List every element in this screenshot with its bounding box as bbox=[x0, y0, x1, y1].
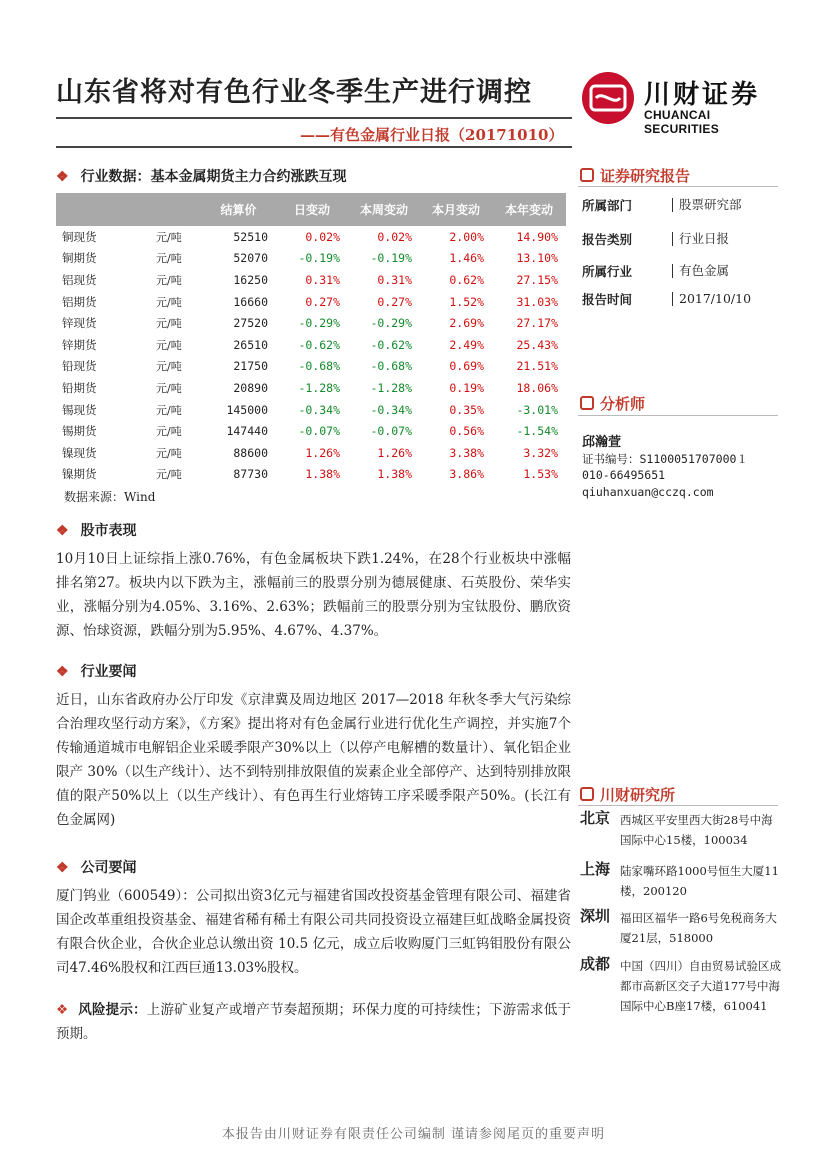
column-header bbox=[56, 193, 146, 226]
unit-cell: 元/吨 bbox=[156, 317, 182, 331]
table-row bbox=[56, 420, 566, 442]
month-change-cell: 0.62% bbox=[449, 272, 484, 287]
year-change-cell: 18.06% bbox=[516, 380, 558, 395]
unit-cell: 元/吨 bbox=[156, 425, 182, 439]
office-city: 成都 bbox=[580, 955, 611, 973]
month-change-cell: 3.86% bbox=[449, 467, 484, 482]
commodity-name: 铝期货 bbox=[62, 294, 97, 309]
year-change-cell: -3.01% bbox=[516, 402, 558, 417]
futures-price-table bbox=[56, 193, 566, 485]
day-change-cell: -1.28% bbox=[298, 380, 340, 395]
table-row bbox=[56, 248, 566, 270]
day-change-cell: -0.07% bbox=[298, 424, 340, 439]
title-rule bbox=[56, 117, 572, 119]
month-change-cell: 2.49% bbox=[449, 337, 484, 352]
price-cell: 52510 bbox=[233, 229, 268, 244]
stock-heading: ❖ 股市表现 bbox=[56, 523, 137, 539]
table-row bbox=[56, 334, 566, 356]
price-cell: 52070 bbox=[233, 251, 268, 266]
year-change-cell: 3.32% bbox=[523, 445, 558, 460]
column-header-year: 本年变动 bbox=[492, 193, 566, 226]
page-footer: 本报告由川财证券有限责任公司编制 谨请参阅尾页的重要声明 bbox=[221, 1127, 606, 1142]
price-cell: 145000 bbox=[226, 402, 268, 417]
meta-key: 所属部门 bbox=[582, 198, 633, 213]
section-box-icon bbox=[580, 168, 594, 182]
month-change-cell: 0.69% bbox=[449, 359, 484, 374]
diamond-bullet-icon: ❖ bbox=[56, 169, 69, 185]
column-header-price: 结算价 bbox=[201, 193, 276, 226]
price-cell: 21750 bbox=[233, 359, 268, 374]
week-change-cell: 0.02% bbox=[377, 229, 412, 244]
unit-cell: 元/吨 bbox=[156, 295, 182, 309]
year-change-cell: -1.54% bbox=[516, 424, 558, 439]
risk-paragraph: ❖ 风险提示：上游矿业复产或增产节奏超预期；环保力度的可持续性；下游需求低于预期。 bbox=[56, 1002, 572, 1042]
price-cell: 16250 bbox=[233, 272, 268, 287]
commodity-name: 铅期货 bbox=[62, 380, 97, 395]
week-change-cell: -0.19% bbox=[370, 251, 412, 266]
unit-cell: 元/吨 bbox=[156, 360, 182, 374]
office-city: 上海 bbox=[580, 860, 611, 878]
table-row bbox=[56, 312, 566, 334]
unit-cell: 元/吨 bbox=[156, 403, 182, 417]
office-address: 福田区福华一路6号免税商务大厦21层，518000 bbox=[620, 911, 777, 945]
logo-mark-icon bbox=[582, 72, 634, 124]
meta-value: 有色金属 bbox=[672, 264, 729, 278]
commodity-name: 锡现货 bbox=[62, 402, 97, 417]
column-header-month: 本月变动 bbox=[420, 193, 492, 226]
meta-value: 2017/10/10 bbox=[672, 292, 751, 306]
analyst-cert: 证书编号：S1100051707000１ bbox=[582, 452, 748, 466]
data-source: 数据来源：Wind bbox=[64, 490, 156, 504]
diamond-bullet-icon: ❖ bbox=[56, 523, 69, 539]
day-change-cell: 1.38% bbox=[305, 467, 340, 482]
institute-heading: 川财研究所 bbox=[580, 784, 675, 805]
table-row bbox=[56, 377, 566, 399]
table-row bbox=[56, 356, 566, 378]
unit-cell: 元/吨 bbox=[156, 338, 182, 352]
commodity-name: 镍现货 bbox=[62, 445, 97, 460]
diamond-bullet-icon: ❖ bbox=[56, 860, 69, 876]
analyst-heading: 分析师 bbox=[580, 393, 645, 414]
industry-data-heading: ❖ 行业数据：基本金属期货主力合约涨跌互现 bbox=[56, 169, 347, 185]
year-change-cell: 13.10% bbox=[516, 251, 558, 266]
price-cell: 27520 bbox=[233, 316, 268, 331]
year-change-cell: 27.15% bbox=[516, 272, 558, 287]
unit-cell: 元/吨 bbox=[156, 252, 182, 266]
week-change-cell: -0.07% bbox=[370, 424, 412, 439]
office-city: 深圳 bbox=[580, 907, 611, 925]
company-logo bbox=[582, 70, 772, 136]
table-row bbox=[56, 399, 566, 421]
month-change-cell: 1.52% bbox=[449, 294, 484, 309]
price-cell: 16660 bbox=[233, 294, 268, 309]
week-change-cell: -0.68% bbox=[370, 359, 412, 374]
month-change-cell: 0.35% bbox=[449, 402, 484, 417]
office-address: 陆家嘴环路1000号恒生大厦11楼，200120 bbox=[620, 864, 779, 898]
day-change-cell: -0.62% bbox=[298, 337, 340, 352]
sidebar-rule bbox=[578, 186, 778, 187]
commodity-name: 镍期货 bbox=[62, 467, 97, 482]
column-header-day: 日变动 bbox=[276, 193, 348, 226]
price-cell: 88600 bbox=[233, 445, 268, 460]
week-change-cell: 1.26% bbox=[377, 445, 412, 460]
logo-name: 川财证券 bbox=[644, 80, 761, 110]
report-type-heading: 证券研究报告 bbox=[580, 165, 690, 186]
week-change-cell: -0.29% bbox=[370, 316, 412, 331]
sidebar-rule bbox=[578, 805, 778, 806]
meta-value: 行业日报 bbox=[672, 232, 729, 246]
commodity-name: 锌现货 bbox=[62, 316, 97, 331]
year-change-cell: 31.03% bbox=[516, 294, 558, 309]
analyst-phone: 010-66495651 bbox=[582, 468, 666, 482]
news-paragraph: 近日，山东省政府办公厅印发《京津冀及周边地区 2017—2018 年秋冬季大气污染综合治理攻坚行动方案》，《方案》提出将对有色金属行业进行优化生产调控，并实施7个传输通道城市电解铝企业采暖季限产30%以上（以停产电解槽的数量计）、氧化铝企业限产 30%（以生产线计）、达不到特别排放限值的炭素企业全部停产、达到特别排放限值的限产50%以上（以生产线计）、有色再生行业熔铸工序采暖季限产50%。(长江有色金属网) bbox=[56, 692, 571, 828]
office-address: 中国（四川）自由贸易试验区成都市高新区交子大道177号中海国际中心B座17楼，610041 bbox=[620, 959, 781, 1013]
week-change-cell: -0.62% bbox=[370, 337, 412, 352]
company-paragraph: 厦门钨业（600549）：公司拟出资3亿元与福建省国改投资基金管理有限公司、福建省国企改革重组投资基金、福建省稀有稀土有限公司共同投资设立福建巨虹战略金属投资有限合伙企业，合伙企业总认缴出资 10.5 亿元，成立后收购厦门三虹钨钼股份有限公司47.46%股权和江西巨通13.03%股权。 bbox=[56, 888, 571, 976]
section-box-icon bbox=[580, 787, 594, 801]
report-title: 山东省将对有色行业冬季生产进行调控 bbox=[56, 77, 532, 108]
commodity-name: 铜现货 bbox=[62, 229, 97, 244]
meta-key: 报告类别 bbox=[582, 232, 633, 247]
month-change-cell: 2.69% bbox=[449, 316, 484, 331]
office-city: 北京 bbox=[580, 809, 611, 827]
day-change-cell: 0.27% bbox=[305, 294, 340, 309]
column-header bbox=[146, 193, 201, 226]
diamond-bullet-icon: ❖ bbox=[56, 1002, 69, 1018]
analyst-email[interactable]: qiuhanxuan@cczq.com bbox=[582, 485, 714, 499]
unit-cell: 元/吨 bbox=[156, 381, 182, 395]
price-cell: 26510 bbox=[233, 337, 268, 352]
month-change-cell: 3.38% bbox=[449, 445, 484, 460]
column-header-week: 本周变动 bbox=[348, 193, 420, 226]
unit-cell: 元/吨 bbox=[156, 230, 182, 244]
meta-key: 所属行业 bbox=[582, 264, 633, 279]
analyst-name: 邱瀚萱 bbox=[582, 435, 622, 450]
price-cell: 20890 bbox=[233, 380, 268, 395]
day-change-cell: 0.31% bbox=[305, 272, 340, 287]
stock-paragraph: 10月10日上证综指上涨0.76%，有色金属板块下跌1.24%，在28个行业板块中涨幅排名第27。板块内以下跌为主，涨幅前三的股票分别为德展健康、石英股份、荣华实业，涨幅分别为4.05%、3.16%、2.63%；跌幅前三的股票分别为宝钛股份、鹏欣资源、怡球资源，跌幅分别为5.95%、4.67%、4.37%。 bbox=[56, 551, 571, 639]
report-subtitle: ——有色金属行业日报（20171010） bbox=[300, 126, 564, 144]
logo-english-name: CHUANCAI SECURITIES bbox=[644, 108, 720, 136]
table-header-row bbox=[56, 193, 566, 226]
price-cell: 87730 bbox=[233, 467, 268, 482]
commodity-name: 铝现货 bbox=[62, 272, 97, 287]
subtitle-rule bbox=[56, 146, 572, 148]
commodity-name: 铜期货 bbox=[62, 251, 97, 266]
week-change-cell: 0.31% bbox=[377, 272, 412, 287]
week-change-cell: 1.38% bbox=[377, 467, 412, 482]
unit-cell: 元/吨 bbox=[156, 468, 182, 482]
year-change-cell: 27.17% bbox=[516, 316, 558, 331]
day-change-cell: -0.29% bbox=[298, 316, 340, 331]
company-heading: ❖ 公司要闻 bbox=[56, 860, 137, 876]
price-cell: 147440 bbox=[226, 424, 268, 439]
day-change-cell: -0.19% bbox=[298, 251, 340, 266]
year-change-cell: 21.51% bbox=[516, 359, 558, 374]
meta-key: 报告时间 bbox=[582, 292, 633, 307]
sidebar-rule bbox=[578, 415, 778, 416]
month-change-cell: 1.46% bbox=[449, 251, 484, 266]
month-change-cell: 2.00% bbox=[449, 229, 484, 244]
meta-value: 股票研究部 bbox=[672, 198, 742, 212]
year-change-cell: 14.90% bbox=[516, 229, 558, 244]
news-heading: ❖ 行业要闻 bbox=[56, 664, 137, 680]
year-change-cell: 25.43% bbox=[516, 337, 558, 352]
table-row bbox=[56, 226, 566, 248]
unit-cell: 元/吨 bbox=[156, 273, 182, 287]
week-change-cell: -0.34% bbox=[370, 402, 412, 417]
month-change-cell: 0.56% bbox=[449, 424, 484, 439]
day-change-cell: 1.26% bbox=[305, 445, 340, 460]
table-row bbox=[56, 269, 566, 291]
table-row bbox=[56, 442, 566, 464]
office-address: 西城区平安里西大街28号中海国际中心15楼，100034 bbox=[620, 813, 773, 847]
commodity-name: 铅现货 bbox=[62, 359, 97, 374]
year-change-cell: 1.53% bbox=[523, 467, 558, 482]
week-change-cell: 0.27% bbox=[377, 294, 412, 309]
month-change-cell: 0.19% bbox=[449, 380, 484, 395]
day-change-cell: -0.34% bbox=[298, 402, 340, 417]
table-row bbox=[56, 291, 566, 313]
commodity-name: 锌期货 bbox=[62, 337, 97, 352]
commodity-name: 锡期货 bbox=[62, 424, 97, 439]
day-change-cell: -0.68% bbox=[298, 359, 340, 374]
diamond-bullet-icon: ❖ bbox=[56, 664, 69, 680]
table-row bbox=[56, 464, 566, 486]
section-box-icon bbox=[580, 396, 594, 410]
unit-cell: 元/吨 bbox=[156, 446, 182, 460]
day-change-cell: 0.02% bbox=[305, 229, 340, 244]
week-change-cell: -1.28% bbox=[370, 380, 412, 395]
